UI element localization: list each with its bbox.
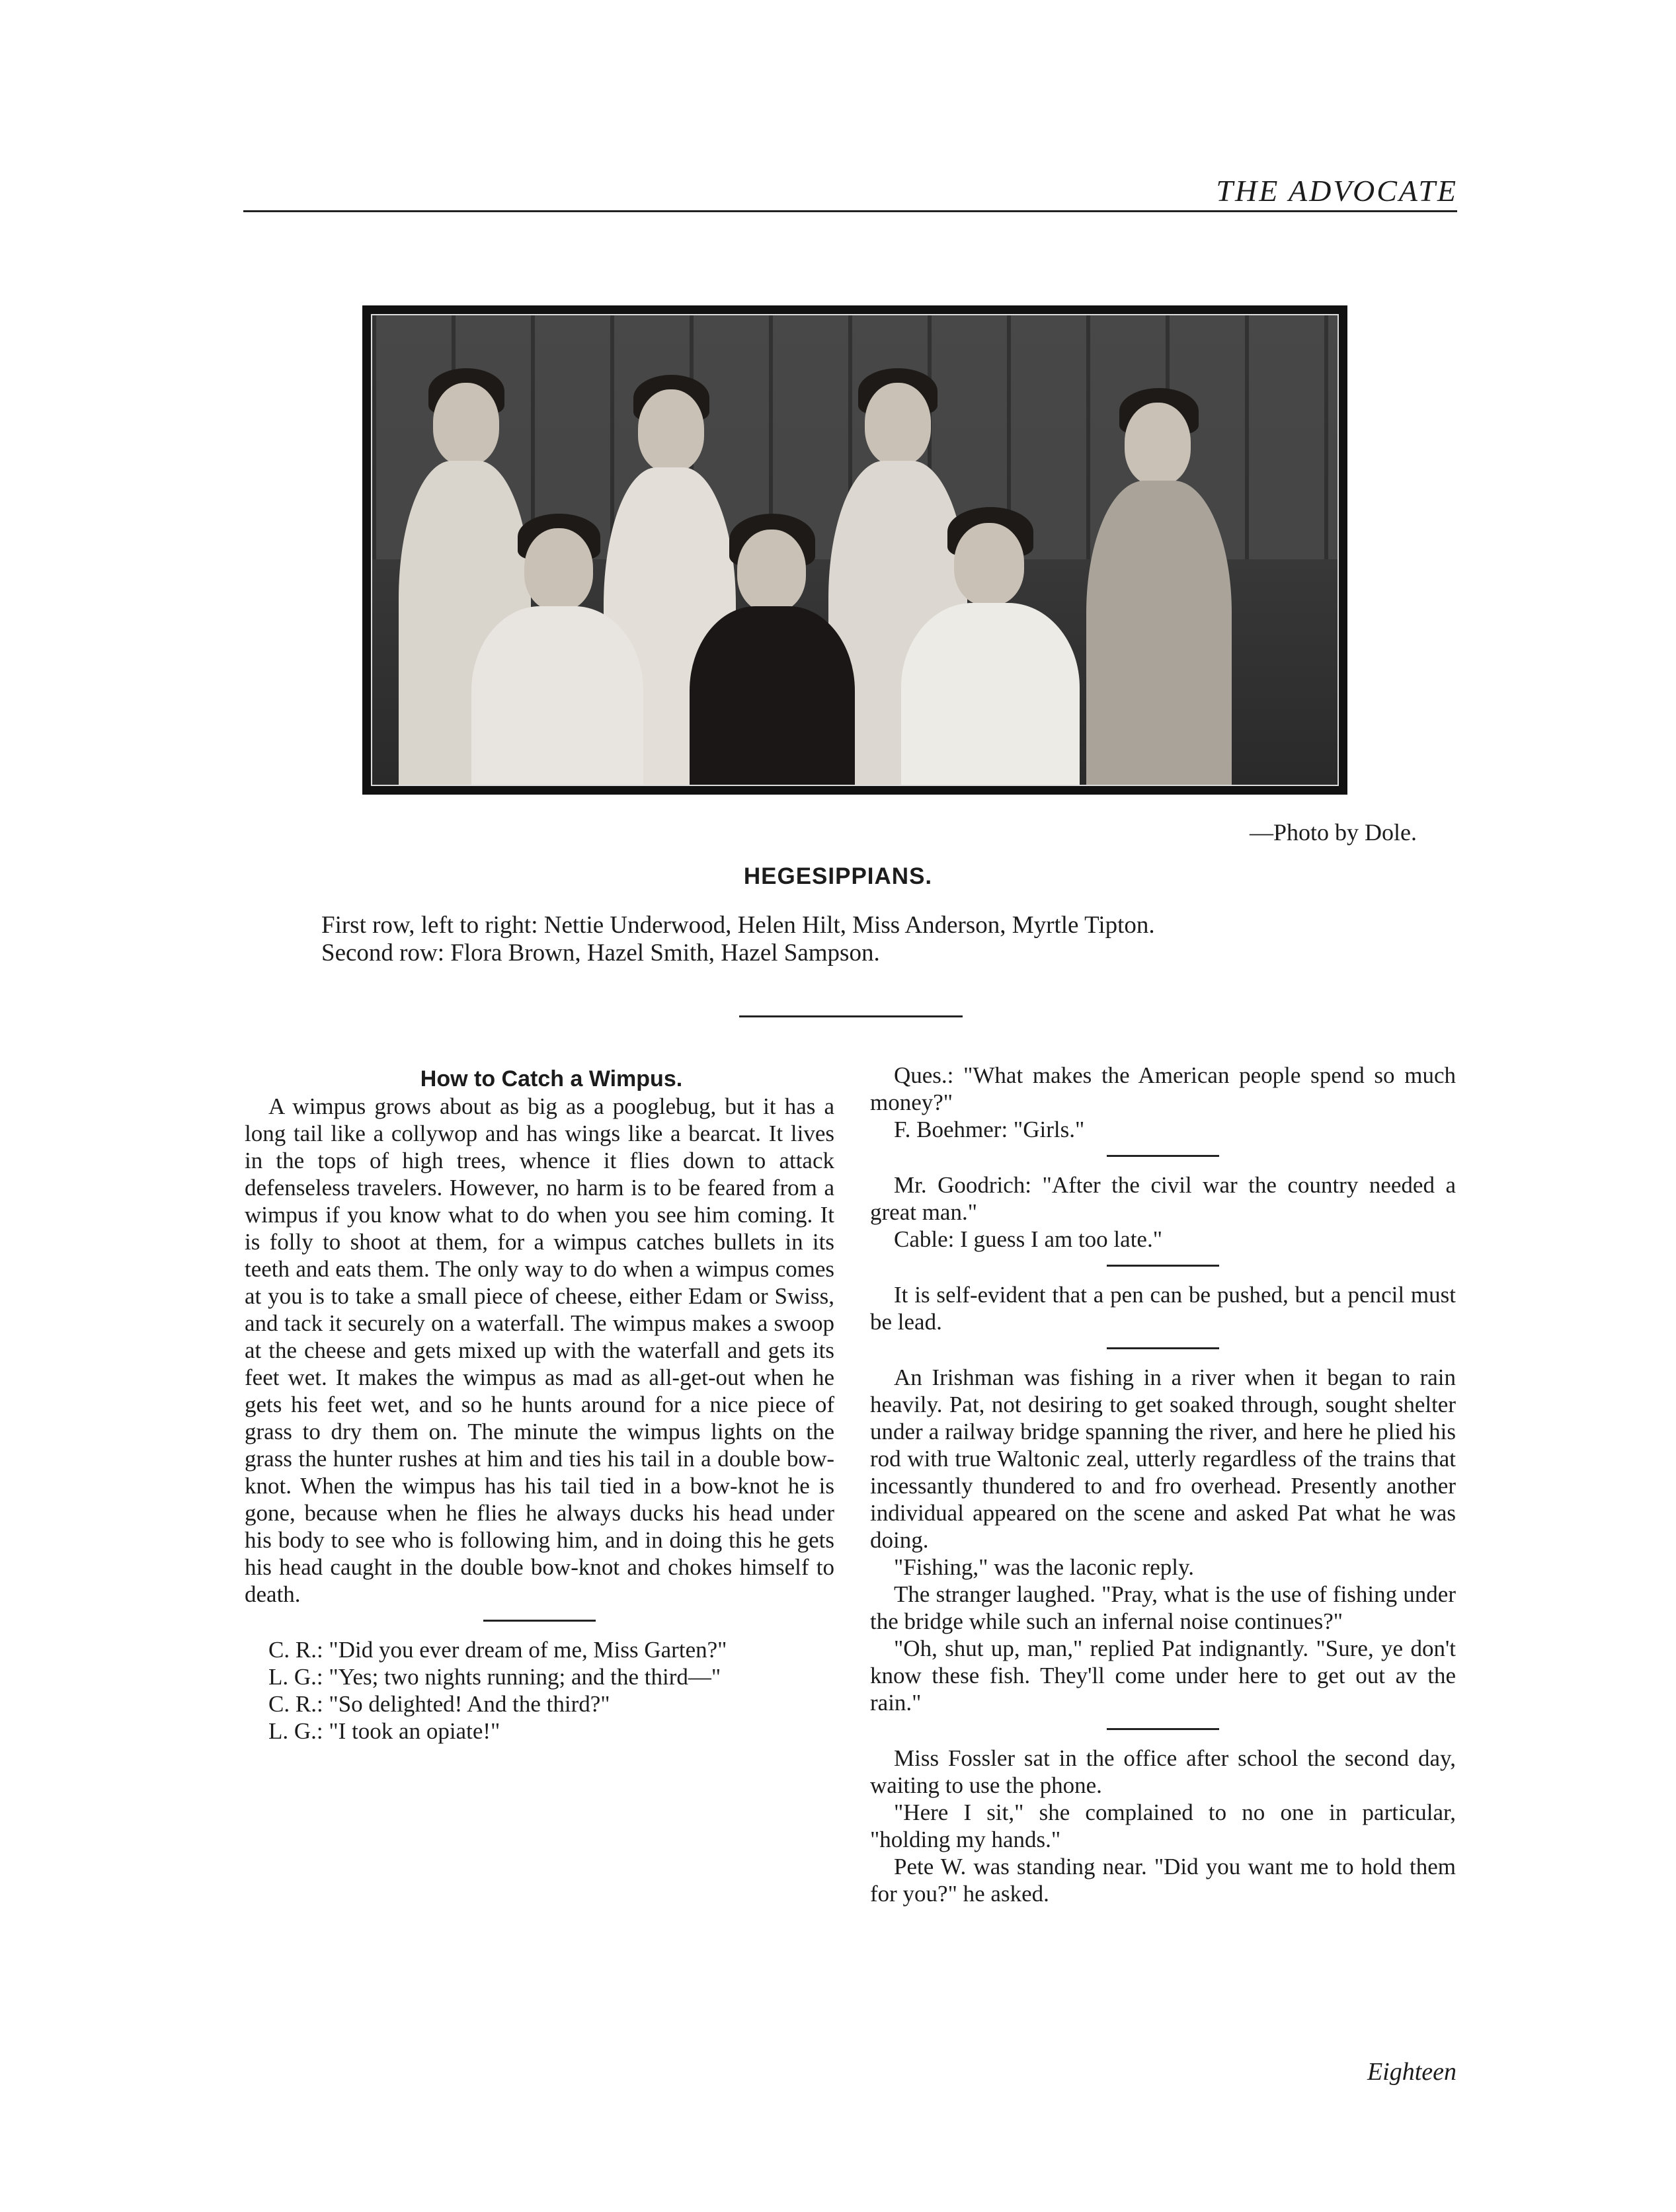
story-paragraph: An Irishman was fishing in a river when it began to rain heavily. Pat, not desiring to get soaked through, sought shelter under a railway bridge spanning the river, and here he plied his rod with true Waltonic zeal, utterly regardless of the trains that incessantly thundered to and fro overhead. Presently another individual appeared on the scene and asked Pat what he was doing. bbox=[870, 1364, 1456, 1553]
story-paragraph: Miss Fossler sat in the office after school the second day, waiting to use the phone. bbox=[870, 1745, 1456, 1798]
caption-second-row: Second row: Flora Brown, Hazel Smith, Hazel Sampson. bbox=[321, 939, 880, 967]
group-photo-image bbox=[371, 314, 1339, 786]
header-rule bbox=[243, 210, 1457, 212]
story-paragraph: Pete W. was standing near. "Did you want me to hold them for you?" he asked. bbox=[870, 1854, 1456, 1907]
joke-line: Ques.: "What makes the American people spend so much money?" bbox=[870, 1062, 1456, 1115]
joke-line: C. R.: "So delighted! And the third?" bbox=[268, 1691, 610, 1717]
story-paragraph: "Here I sit," she complained to no one in particular, "holding my hands." bbox=[870, 1799, 1456, 1852]
joke-line: L. G.: "Yes; two nights running; and the third—" bbox=[268, 1664, 721, 1690]
page-number: Eighteen bbox=[1367, 2058, 1457, 2086]
caption-first-row: First row, left to right: Nettie Underwood, Helen Hilt, Miss Anderson, Myrtle Tipton. bbox=[321, 912, 1155, 939]
joke-divider bbox=[483, 1620, 596, 1622]
joke-line: It is self-evident that a pen can be pushed, but a pencil must be lead. bbox=[870, 1282, 1456, 1335]
joke-divider bbox=[1107, 1347, 1219, 1349]
article-body: A wimpus grows about as big as a pooglebug, but it has a long tail like a collywop and has wings like a bearcat. It lives in the tops of high trees, whence it flies down to attack defenseless travelers. However, no harm is to be feared from a wimpus if you know what to do when you see him coming. It is folly to shoot at them, for a wimpus catches bullets in its teeth and eats them. The only way to do when a wimpus comes at you is to take a small piece of cheese, either Edam or Swiss, and tack it securely on a waterfall. The wimpus makes a swoop at the cheese and gets mixed up with the waterfall and gets its feet wet. It makes the wimpus as mad as all-get-out when he gets his feet wet, and so he hunts around for a nice piece of grass to dry them on. The minute the wimpus lights on the grass the hunter rushes at him and ties his tail in a double bow-knot. When the wimpus has his tail tied in a bow-knot he is gone, because when he flies he always ducks his head under his body to see who is following him, and in doing this he gets his head caught in the double bow-knot and chokes himself to death. bbox=[245, 1093, 834, 1607]
article-title: How to Catch a Wimpus. bbox=[420, 1066, 683, 1091]
right-column bbox=[870, 1062, 1456, 1907]
photo-credit: —Photo by Dole. bbox=[1249, 819, 1417, 846]
section-divider bbox=[739, 1015, 963, 1017]
joke-line: L. G.: "I took an opiate!" bbox=[268, 1718, 500, 1744]
joke-line: Mr. Goodrich: "After the civil war the country needed a great man." bbox=[870, 1172, 1456, 1225]
story-paragraph: The stranger laughed. "Pray, what is the use of fishing under the bridge while such an infernal noise continues?" bbox=[870, 1581, 1456, 1634]
joke-line: F. Boehmer: "Girls." bbox=[894, 1117, 1085, 1142]
group-photo bbox=[362, 305, 1347, 795]
left-column bbox=[245, 1066, 834, 1745]
joke-line: C. R.: "Did you ever dream of me, Miss Garten?" bbox=[268, 1637, 727, 1663]
joke-divider bbox=[1107, 1265, 1219, 1267]
story-paragraph: "Oh, shut up, man," replied Pat indignantly. "Sure, ye don't know these fish. They'll come under here to get out av the rain." bbox=[870, 1636, 1456, 1716]
joke-divider bbox=[1107, 1728, 1219, 1730]
running-header: THE ADVOCATE bbox=[1216, 174, 1458, 208]
story-paragraph: "Fishing," was the laconic reply. bbox=[894, 1554, 1194, 1580]
joke-divider bbox=[1107, 1155, 1219, 1157]
joke-line: Cable: I guess I am too late." bbox=[894, 1226, 1162, 1252]
photo-title: HEGESIPPIANS. bbox=[743, 863, 933, 889]
